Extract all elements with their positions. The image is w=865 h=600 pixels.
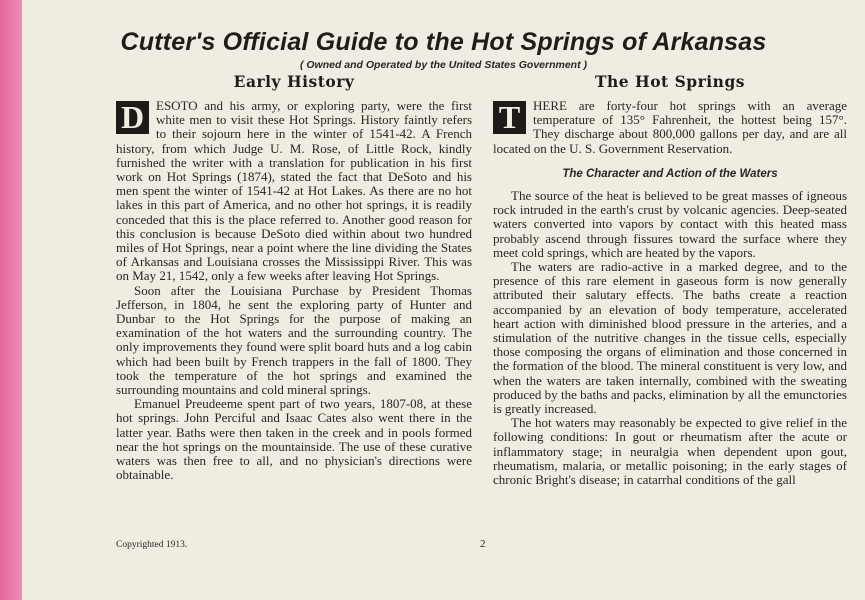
left-paragraph-1 [116,99,472,284]
left-paragraph-2: Soon after the Louisiana Purchase by President Thomas Jefferson, in 1804, he sent the exploring party of Hunter and Dunbar to the Hot Springs for the purpose of making an examination of the hot waters and the surrounding country. The only improvements they found were split board huts and a log cabin which had been built by French trappers in the fall of 1800. They took the temperature of the hot springs and examined the surrounding mountains and cold mineral springs. [116,282,472,398]
pink-binding-edge [0,0,22,600]
page-number: 2 [480,538,486,550]
page-subtitle: ( Owned and Operated by the United States Government ) [299,59,588,71]
right-intro-paragraph [493,99,847,156]
copyright-notice: Copyrighted 1913. [116,540,188,550]
left-paragraph-3: Emanuel Preudeeme spent part of two years, 1807-08, at these hot springs. John Perciful and Isaac Cates also went there in the latter year. Baths were then taken in the creek and in pools formed near the hot springs on the mountainside. The use of these curative waters was then free to all, and no physician's directions were obtainable. [116,396,472,483]
right-paragraph-2: The waters are radio-active in a marked degree, and to the presence of this rare element in gaseous form is now generally attributed their salutary effects. The baths create a reaction accompanied by an elevation of body temperature, accelerated heart action with diminished blood pressure in the arteries, and a stimulation of the nutritive changes in the tissue cells, especially those composing the organs of elimination and those concerned in the formation of the blood. The mineral constituent is very low, and when the waters are taken internally, combined with the sweating produced by the baths and packs, elimination by all the emunctories is greatly increased. [493,259,847,417]
right-column [493,72,847,487]
character-action-subheading: The Character and Action of the Waters [562,167,778,180]
book-page [22,0,865,600]
hot-springs-heading: The Hot Springs [594,72,746,91]
right-intro-text: HERE are forty-four hot springs with an average temperature of 135° Fahrenheit, the hottest being 157°. They discharge about 800,000 gallons per day, and are all located on the U. S. Government Reservation. [493,98,847,156]
drop-cap-d: D [116,101,149,134]
drop-cap-t: T [493,101,526,134]
left-paragraph-1-text: ESOTO and his army, or exploring party, were the first white men to visit these Hot Springs. History faintly refers to their sojourn here in the winter of 1541-42. A French history, from which Judge U. M. Rose, of Little Rock, kindly furnished the writer with a translation for publication in his first work on Hot Springs (1874), stated the fact that DeSoto and his men spent the winter of 1541-42 at Hot Lakes. As there are no hot lakes in this part of America, and no other hot springs, it is readily conceded that this is the place referred to. Another good reason for this conclusion is because DeSoto died within about two hundred miles of Hot Springs, near a point where the line dividing the States of Arkansas and Louisiana crosses the Mississippi River. This was on May 21, 1542, only a few weeks after leaving Hot Springs. [116,98,472,284]
page-title: Cutter's Official Guide to the Hot Springs of Arkansas [120,28,767,56]
right-paragraph-1: The source of the heat is believed to be great masses of igneous rock intruded in the earth's crust by volcanic agencies. Deep-seated waters converted into vapors by contact with this heated mass probably ascend through fissures toward the surface where they meet cold springs, which are heated by the vapors. [493,188,847,260]
right-paragraph-3: The hot waters may reasonably be expected to give relief in the following conditions: In gout or rheumatism after the acute or inflammatory stage; in neuralgia when dependent upon gout, rheumatism, malaria, or metallic poisoning; in the early stages of chronic Bright's disease; in catarrhal conditions of the gall [493,415,847,488]
left-column [116,72,472,482]
early-history-heading: Early History [233,72,355,91]
